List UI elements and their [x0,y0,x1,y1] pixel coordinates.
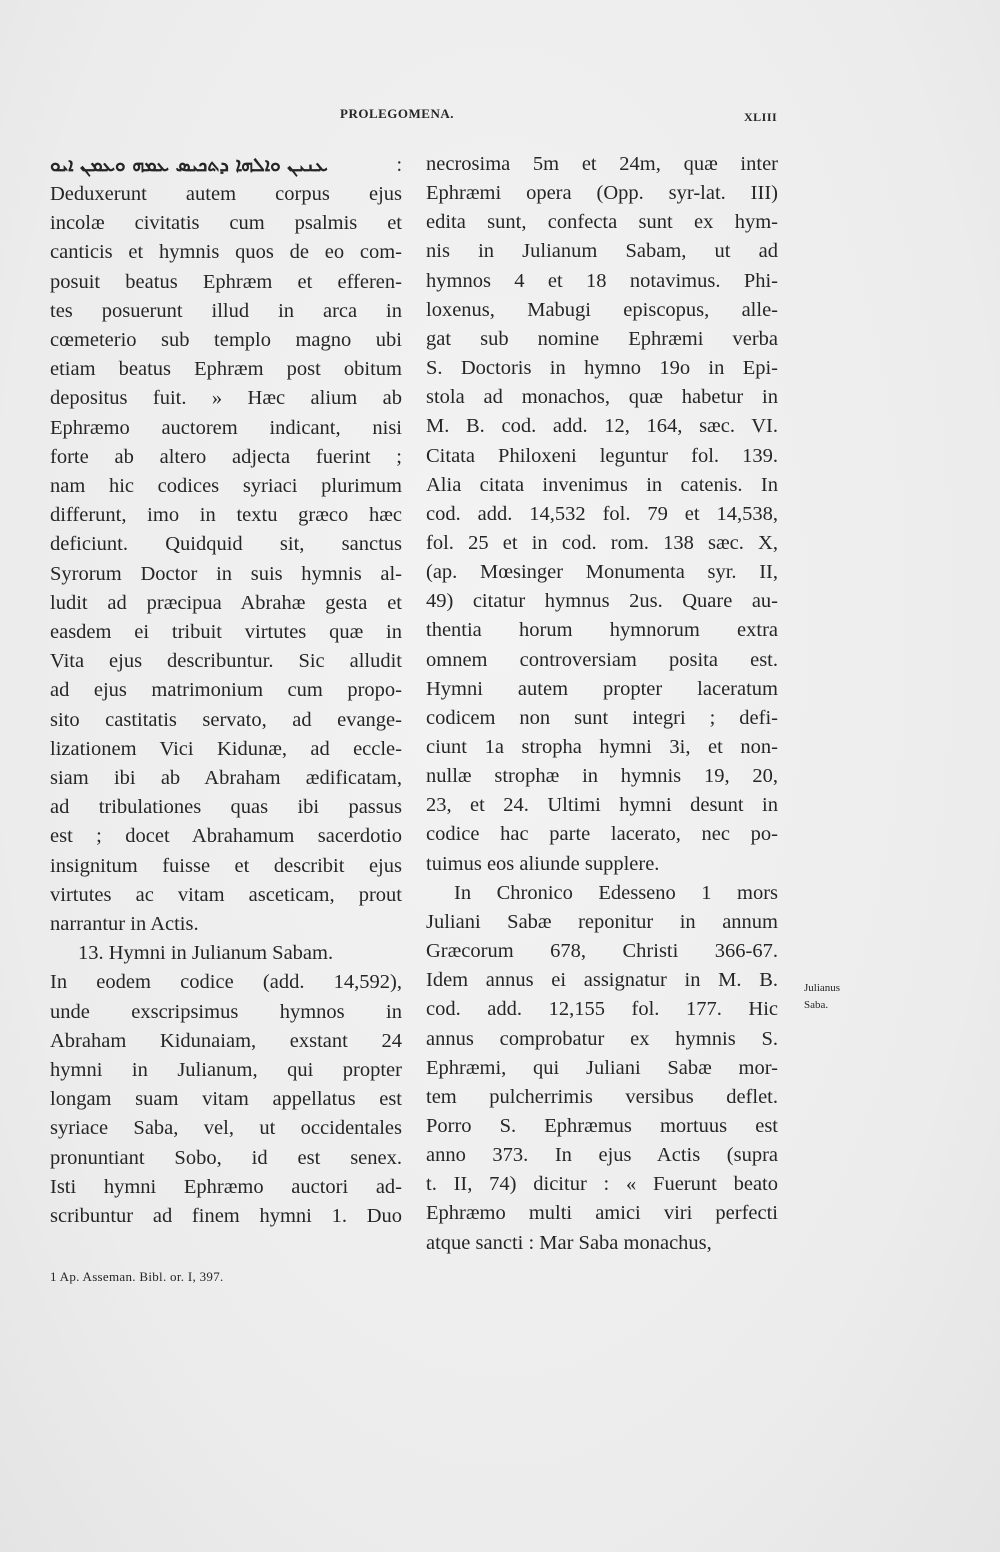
text-line: loxenus, Mabugi episcopus, alle- [426,298,778,321]
text-line: Ephræmo multi amici viri perfecti [426,1202,778,1225]
text-line: Syrorum Doctor in suis hymnis al- [50,562,402,585]
text-line: Abraham Kidunaiam, exstant 24 [50,1029,402,1052]
text-line: fol. 25 et in cod. rom. 138 sæc. X, [426,531,778,554]
syriac-text: ܥܢܝܢ ܘܐܠܗܐ ܕܬܟܝܣ ܥܡܗ ܘܥܡܢ ܐܝܘ [50,154,328,176]
text-line: est ; docet Abrahamum sacerdotio [50,825,402,848]
text-line: ad tribulationes quas ibi passus [50,796,402,819]
text-line: pronuntiant Sobo, id est senex. [50,1146,402,1169]
syriac-heading [50,150,402,180]
text-line: codicem non sunt integri ; defi- [426,706,778,729]
text-line: t. II, 74) dicitur : « Fuerunt beato [426,1173,778,1196]
text-line: thentia horum hymnorum extra [426,619,778,642]
text-line: posuit beatus Ephræm et efferen- [50,270,402,293]
page-number: XLIII [744,110,778,124]
text-line: Græcorum 678, Christi 366-67. [426,940,778,963]
text-line: Alia citata invenimus in catenis. In [426,473,778,496]
text-line: Citata Philoxeni leguntur fol. 139. [426,444,778,467]
text-line: forte ab altero adjecta fuerint ; [50,445,402,468]
text-line: gat sub nomine Ephræmi verba [426,327,778,350]
text-line: Ephræmi opera (Opp. syr-lat. III) [426,182,778,205]
text-line: narrantur in Actis. [50,913,199,935]
text-line: Hymni autem propter laceratum [426,677,778,700]
text-line: easdem ei tribuit virtutes quæ in [50,621,402,643]
text-line: hymnos 4 et 18 notavimus. Phi- [426,269,778,292]
text-line: edita sunt, confecta sunt ex hym- [426,211,778,234]
text-line: etiam beatus Ephræm post obitum [50,358,402,381]
text-line: (ap. Mœsinger Monumenta syr. II, [426,561,778,584]
text-line: S. Doctoris in hymno 19o in Epi- [426,357,778,380]
text-line: sito castitatis servato, ad evange- [50,708,402,731]
text-line: omnem controversiam posita est. [426,648,778,671]
text-line: Idem annus ei assignatur in M. B. [426,969,778,992]
text-line: ad ejus matrimonium cum propo- [50,679,402,702]
text-line: depositus fuit. » Hæc alium ab [50,387,402,410]
text-line: atque sancti : Mar Saba monachus, [426,1231,712,1254]
text-line: nullæ strophæ in hymnis 19, 20, [426,765,778,788]
text-line: Isti hymni Ephræmo auctori ad- [50,1175,402,1198]
text-line: canticis et hymnis quos de eo com- [50,241,402,264]
text-line: codice hac parte lacerato, nec po- [426,823,778,846]
text-line: M. B. cod. add. 12, 164, sæc. VI. [426,415,778,438]
text-line: unde exscripsimus hymnos in [50,1000,402,1023]
text-line: Vita ejus describuntur. Sic alludit [50,650,402,673]
margin-note [804,980,840,1014]
text-line: deficiunt. Quidquid sit, sanctus [50,533,402,556]
text-line: 13. Hymni in Julianum Sabam. [78,942,334,965]
text-line: Juliani Sabæ reponitur in annum [426,910,778,933]
text-line: tes posuerunt illud in arca in [50,299,402,322]
text-line: scribuntur ad finem hymni 1. Duo [50,1205,402,1227]
text-line: syriace Saba, vel, ut occidentales [50,1117,402,1140]
text-line: differunt, imo in textu græco hæc [50,504,402,527]
text-line: ciunt 1a stropha hymni 3i, et non- [426,736,778,758]
text-line: tuimus eos aliunde supplere. [426,852,660,875]
text-line: siam ibi ab Abraham ædificatam, [50,767,402,789]
text-line: cœmeterio sub templo magno ubi [50,329,402,351]
text-line: Ephræmo auctorem indicant, nisi [50,416,402,439]
text-line: longam suam vitam appellatus est [50,1088,402,1111]
text-line: Porro S. Ephræmus mortuus est [426,1114,778,1137]
text-line: Deduxerunt autem corpus ejus [50,183,402,205]
text-line: nis in Julianum Sabam, ut ad [426,240,778,263]
text-line: cod. add. 12,155 fol. 177. Hic [426,998,778,1021]
text-line: nam hic codices syriaci plurimum [50,475,402,497]
margin-note-line: Saba. [804,999,829,1011]
text-line: cod. add. 14,532 fol. 79 et 14,538, [426,502,778,525]
text-line: insignitum fuisse et describit ejus [50,854,402,877]
text-line: In Chronico Edesseno 1 mors [454,881,778,904]
text-line: In eodem codice (add. 14,592), [50,971,402,994]
text-line: Ephræmi, qui Juliani Sabæ mor- [426,1056,778,1079]
text-line: 23, et 24. Ultimi hymni desunt in [426,794,778,817]
text-line: necrosima 5m et 24m, quæ inter [426,153,778,175]
margin-note-line: Julianus [804,982,841,994]
syriac-colon: : [396,153,402,176]
text-line: 49) citatur hymnus 2us. Quare au- [426,590,778,613]
text-line: annus comprobatur ex hymnis S. [426,1027,778,1050]
footnote: 1 Ap. Asseman. Bibl. or. I, 397. [50,1269,224,1284]
text-line: incolæ civitatis cum psalmis et [50,212,402,235]
text-line: hymni in Julianum, qui propter [50,1059,402,1081]
text-line: anno 373. In ejus Actis (supra [426,1144,778,1167]
text-line: ludit ad præcipua Abrahæ gesta et [50,591,402,614]
text-line: stola ad monachos, quæ habetur in [426,386,778,409]
text-line: virtutes ac vitam asceticam, prout [50,883,402,906]
text-line: tem pulcherrimis versibus deflet. [426,1085,778,1108]
running-title: PROLEGOMENA. [340,106,454,121]
text-line: lizationem Vici Kidunæ, ad eccle- [50,737,402,760]
